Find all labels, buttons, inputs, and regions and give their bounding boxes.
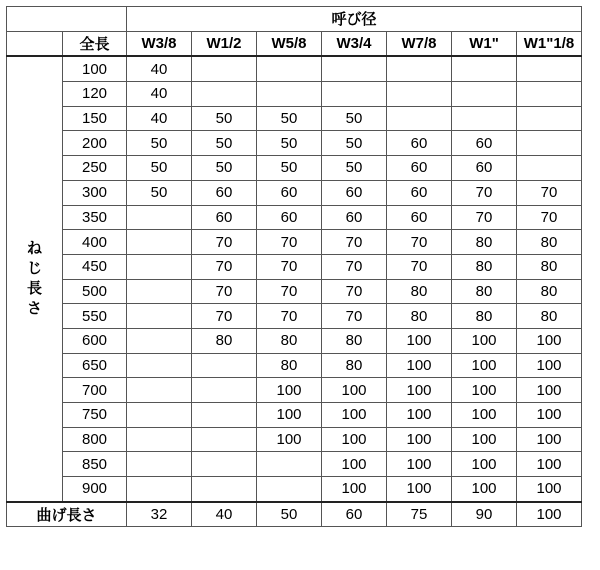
- thread-length-cell: 80: [517, 304, 582, 329]
- total-length-cell: 400: [63, 230, 127, 255]
- thread-length-cell: 100: [517, 427, 582, 452]
- thread-length-label-char: じ: [26, 260, 42, 278]
- spec-table-container: [6, 6, 582, 527]
- table-body: [7, 56, 582, 501]
- total-length-header: 全長: [63, 31, 127, 56]
- table-row: [7, 180, 582, 205]
- size-header: W3/8: [127, 31, 192, 56]
- thread-length-cell: 50: [192, 131, 257, 156]
- thread-length-cell: 70: [192, 254, 257, 279]
- table-row: [7, 56, 582, 81]
- thread-length-label-char: ね: [26, 240, 42, 258]
- total-length-cell: 650: [63, 353, 127, 378]
- thread-length-cell: 80: [322, 328, 387, 353]
- table-row: [7, 106, 582, 131]
- thread-length-cell: 70: [322, 254, 387, 279]
- thread-length-cell: [517, 106, 582, 131]
- thread-length-cell: 70: [257, 230, 322, 255]
- thread-length-cell: [192, 477, 257, 502]
- thread-length-cell: 60: [257, 205, 322, 230]
- thread-length-cell: 70: [322, 304, 387, 329]
- total-length-cell: 850: [63, 452, 127, 477]
- total-length-cell: 900: [63, 477, 127, 502]
- bend-length-cell: 100: [517, 502, 582, 527]
- bend-length-cell: 32: [127, 502, 192, 527]
- thread-length-cell: [127, 254, 192, 279]
- thread-length-label: [7, 56, 63, 501]
- thread-length-cell: [127, 452, 192, 477]
- thread-length-cell: [127, 378, 192, 403]
- thread-length-cell: 100: [322, 403, 387, 428]
- thread-length-cell: 100: [387, 452, 452, 477]
- thread-length-cell: 50: [257, 131, 322, 156]
- spec-table: [6, 6, 582, 527]
- thread-length-cell: 100: [257, 427, 322, 452]
- total-length-cell: 600: [63, 328, 127, 353]
- bend-length-cell: 90: [452, 502, 517, 527]
- table-row: [7, 378, 582, 403]
- thread-length-cell: 100: [517, 452, 582, 477]
- table-row: [7, 279, 582, 304]
- thread-length-cell: 100: [452, 403, 517, 428]
- thread-length-cell: 70: [517, 180, 582, 205]
- thread-length-cell: 60: [322, 180, 387, 205]
- thread-length-cell: 70: [192, 279, 257, 304]
- size-header: W7/8: [387, 31, 452, 56]
- header-corner-blank: [7, 31, 63, 56]
- thread-length-cell: 100: [452, 427, 517, 452]
- total-length-cell: 120: [63, 82, 127, 107]
- thread-length-cell: [127, 279, 192, 304]
- thread-length-cell: 100: [387, 328, 452, 353]
- thread-length-cell: [387, 82, 452, 107]
- thread-length-cell: 80: [387, 304, 452, 329]
- thread-length-cell: 70: [192, 230, 257, 255]
- total-length-cell: 150: [63, 106, 127, 131]
- thread-length-cell: [452, 82, 517, 107]
- thread-length-cell: [127, 304, 192, 329]
- thread-length-cell: 80: [322, 353, 387, 378]
- thread-length-cell: [257, 82, 322, 107]
- size-header: W1"1/8: [517, 31, 582, 56]
- thread-length-cell: 60: [192, 205, 257, 230]
- thread-length-cell: 70: [192, 304, 257, 329]
- thread-length-cell: 80: [452, 279, 517, 304]
- thread-length-cell: [517, 156, 582, 181]
- thread-length-cell: 40: [127, 106, 192, 131]
- thread-length-cell: [192, 452, 257, 477]
- thread-length-cell: 50: [127, 180, 192, 205]
- total-length-cell: 100: [63, 56, 127, 81]
- thread-length-cell: 60: [387, 131, 452, 156]
- total-length-cell: 700: [63, 378, 127, 403]
- thread-length-cell: 60: [257, 180, 322, 205]
- thread-length-label-char: さ: [26, 300, 42, 318]
- table-row: [7, 82, 582, 107]
- thread-length-cell: 70: [322, 230, 387, 255]
- thread-length-cell: 60: [387, 205, 452, 230]
- thread-length-cell: 100: [517, 353, 582, 378]
- total-length-cell: 750: [63, 403, 127, 428]
- size-header: W1/2: [192, 31, 257, 56]
- total-length-cell: 550: [63, 304, 127, 329]
- thread-length-cell: 100: [452, 328, 517, 353]
- thread-length-cell: [192, 56, 257, 81]
- thread-length-cell: 60: [452, 131, 517, 156]
- thread-length-cell: 70: [322, 279, 387, 304]
- thread-length-cell: [517, 82, 582, 107]
- thread-length-cell: 100: [322, 452, 387, 477]
- table-row: [7, 403, 582, 428]
- thread-length-cell: 100: [517, 403, 582, 428]
- bend-length-label: 曲げ長さ: [7, 502, 127, 527]
- thread-length-cell: 70: [452, 180, 517, 205]
- thread-length-cell: 60: [192, 180, 257, 205]
- table-row: [7, 353, 582, 378]
- thread-length-cell: 70: [387, 230, 452, 255]
- thread-length-cell: 100: [517, 378, 582, 403]
- thread-length-cell: [192, 403, 257, 428]
- thread-length-cell: 70: [517, 205, 582, 230]
- thread-length-cell: 100: [387, 403, 452, 428]
- thread-length-cell: 50: [322, 156, 387, 181]
- thread-length-cell: [517, 56, 582, 81]
- table-row: [7, 205, 582, 230]
- thread-length-cell: 80: [517, 279, 582, 304]
- thread-length-cell: 80: [192, 328, 257, 353]
- thread-length-cell: 100: [517, 477, 582, 502]
- thread-length-cell: [127, 427, 192, 452]
- thread-length-cell: 80: [452, 254, 517, 279]
- thread-length-cell: 100: [452, 378, 517, 403]
- thread-length-cell: 50: [192, 156, 257, 181]
- thread-length-cell: [127, 353, 192, 378]
- thread-length-cell: [322, 56, 387, 81]
- table-row: [7, 427, 582, 452]
- total-length-cell: 500: [63, 279, 127, 304]
- total-length-cell: 200: [63, 131, 127, 156]
- thread-length-cell: 40: [127, 56, 192, 81]
- nominal-diameter-header: 呼び径: [127, 7, 582, 32]
- header-row-sizes: [7, 31, 582, 56]
- thread-length-cell: 80: [452, 304, 517, 329]
- thread-length-cell: [322, 82, 387, 107]
- thread-length-cell: 100: [452, 452, 517, 477]
- thread-length-cell: 80: [387, 279, 452, 304]
- thread-length-cell: 60: [387, 180, 452, 205]
- thread-length-cell: [192, 82, 257, 107]
- thread-length-cell: [257, 56, 322, 81]
- thread-length-cell: 100: [257, 403, 322, 428]
- thread-length-cell: 100: [387, 477, 452, 502]
- size-header: W1": [452, 31, 517, 56]
- thread-length-cell: 100: [257, 378, 322, 403]
- thread-length-cell: 50: [322, 131, 387, 156]
- thread-length-cell: 50: [192, 106, 257, 131]
- thread-length-cell: 50: [127, 131, 192, 156]
- thread-length-cell: 70: [387, 254, 452, 279]
- thread-length-cell: 100: [322, 477, 387, 502]
- bend-length-cell: 75: [387, 502, 452, 527]
- thread-length-cell: [452, 106, 517, 131]
- table-row: [7, 328, 582, 353]
- total-length-cell: 800: [63, 427, 127, 452]
- thread-length-cell: [127, 477, 192, 502]
- table-row: [7, 477, 582, 502]
- total-length-cell: 250: [63, 156, 127, 181]
- thread-length-cell: [127, 205, 192, 230]
- total-length-cell: 300: [63, 180, 127, 205]
- total-length-cell: 350: [63, 205, 127, 230]
- thread-length-cell: 100: [322, 378, 387, 403]
- thread-length-cell: 40: [127, 82, 192, 107]
- size-header: W5/8: [257, 31, 322, 56]
- thread-length-cell: [387, 56, 452, 81]
- header-row-group: [7, 7, 582, 32]
- thread-length-cell: 80: [517, 230, 582, 255]
- thread-length-cell: 60: [452, 156, 517, 181]
- thread-length-cell: 60: [387, 156, 452, 181]
- table-row: [7, 230, 582, 255]
- thread-length-cell: 80: [257, 353, 322, 378]
- table-row: [7, 304, 582, 329]
- thread-length-cell: 100: [517, 328, 582, 353]
- thread-length-cell: 80: [257, 328, 322, 353]
- thread-length-cell: 100: [452, 477, 517, 502]
- thread-length-cell: 60: [322, 205, 387, 230]
- thread-length-cell: [127, 403, 192, 428]
- thread-length-cell: 100: [387, 427, 452, 452]
- thread-length-label-char: 長: [26, 280, 42, 298]
- thread-length-cell: [127, 328, 192, 353]
- table-row: [7, 156, 582, 181]
- thread-length-cell: [257, 452, 322, 477]
- thread-length-cell: 100: [387, 378, 452, 403]
- thread-length-cell: 100: [322, 427, 387, 452]
- thread-length-cell: [127, 230, 192, 255]
- header-corner: [7, 7, 127, 32]
- table-row: [7, 452, 582, 477]
- thread-length-cell: [387, 106, 452, 131]
- thread-length-cell: 50: [257, 106, 322, 131]
- thread-length-cell: [517, 131, 582, 156]
- thread-length-cell: 70: [257, 304, 322, 329]
- thread-length-cell: 70: [257, 279, 322, 304]
- bend-length-cell: 50: [257, 502, 322, 527]
- thread-length-cell: 100: [387, 353, 452, 378]
- thread-length-cell: 50: [257, 156, 322, 181]
- table-row: [7, 131, 582, 156]
- total-length-cell: 450: [63, 254, 127, 279]
- bend-length-cell: 40: [192, 502, 257, 527]
- thread-length-cell: [192, 427, 257, 452]
- thread-length-cell: [192, 378, 257, 403]
- bend-length-row: [7, 502, 582, 527]
- thread-length-cell: [192, 353, 257, 378]
- size-header: W3/4: [322, 31, 387, 56]
- thread-length-cell: 80: [452, 230, 517, 255]
- thread-length-cell: 50: [127, 156, 192, 181]
- thread-length-cell: 100: [452, 353, 517, 378]
- thread-length-cell: 70: [452, 205, 517, 230]
- bend-length-cell: 60: [322, 502, 387, 527]
- table-row: [7, 254, 582, 279]
- thread-length-cell: 80: [517, 254, 582, 279]
- thread-length-cell: [257, 477, 322, 502]
- thread-length-cell: 50: [322, 106, 387, 131]
- thread-length-cell: [452, 56, 517, 81]
- thread-length-cell: 70: [257, 254, 322, 279]
